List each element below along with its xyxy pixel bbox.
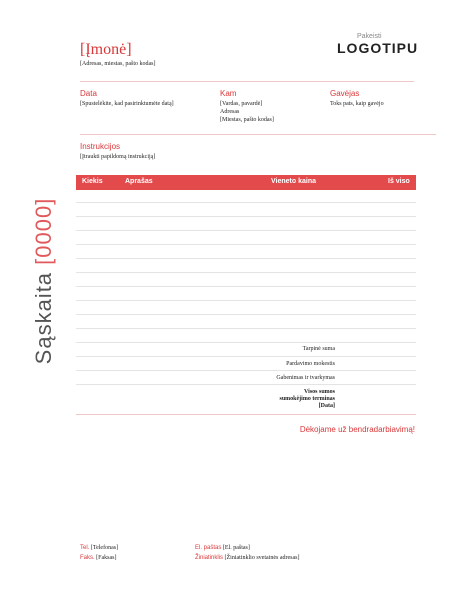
- table-row: [76, 286, 416, 287]
- fax-label: Faks.: [80, 555, 95, 561]
- sales-tax-label: Pardavimo mokestis: [286, 361, 335, 367]
- date-label: Data: [80, 89, 97, 98]
- table-row: [76, 370, 416, 371]
- footer-email: [195, 545, 250, 551]
- table-row: [76, 384, 416, 385]
- table-header: [76, 175, 416, 190]
- section-divider: [80, 134, 436, 135]
- table-row: [76, 328, 416, 329]
- thank-you-message: Dėkojame už bendradarbiavimą!: [299, 425, 415, 434]
- logo-placeholder[interactable]: LOGOTIPU: [337, 40, 419, 56]
- recipient-value[interactable]: Toks pats, kaip gavėjo: [330, 101, 384, 107]
- total-label: [215, 389, 335, 410]
- col-unit-price: Vieneto kaina: [271, 178, 317, 185]
- header-divider: [80, 81, 414, 82]
- table-row: [76, 300, 416, 301]
- col-quantity: Kiekis: [82, 178, 103, 185]
- footer-web: [195, 555, 300, 561]
- date-value[interactable]: [Spustelėkite, kad pasirinktumėte datą]: [80, 101, 174, 107]
- totals-divider: [76, 414, 416, 415]
- footer-tel: [80, 545, 118, 551]
- total-line-1: Visos sumos: [304, 389, 335, 395]
- to-name[interactable]: [Vardas, pavardė]: [220, 101, 263, 107]
- table-row: [76, 230, 416, 231]
- to-city[interactable]: [Miestas, pašto kodas]: [220, 117, 274, 123]
- footer-fax: [80, 555, 117, 561]
- to-label: Kam: [220, 89, 237, 98]
- shipping-label: Gabenimas ir tvarkymas: [276, 375, 335, 381]
- table-row: [76, 314, 416, 315]
- col-description: Aprašas: [125, 178, 153, 185]
- fax-value[interactable]: [Faksas]: [96, 555, 117, 561]
- table-row: [76, 258, 416, 259]
- web-label: Žiniatinklis: [195, 555, 224, 561]
- invoice-number[interactable]: [0000]: [31, 197, 56, 265]
- email-label: El. paštas: [195, 545, 222, 551]
- table-row: [76, 216, 416, 217]
- total-date[interactable]: [Data]: [318, 403, 335, 409]
- web-value[interactable]: [Žiniatinklio svetainės adresas]: [224, 555, 300, 561]
- tel-label: Tel.: [80, 545, 90, 551]
- table-row: [76, 202, 416, 203]
- subtotal-label: Tarpinė suma: [302, 346, 335, 352]
- col-total: Iš viso: [388, 178, 410, 185]
- tel-value[interactable]: [Telefonas]: [90, 545, 119, 551]
- email-value[interactable]: [El. paštas]: [222, 545, 250, 551]
- recipient-label: Gavėjas: [330, 89, 360, 98]
- instructions-label: Instrukcijos: [80, 142, 121, 151]
- company-name[interactable]: [Įmonė]: [80, 41, 132, 58]
- table-row: [76, 272, 416, 273]
- invoice-title: [31, 151, 57, 411]
- table-row: [76, 244, 416, 245]
- to-address[interactable]: Adresas: [220, 109, 240, 115]
- company-address[interactable]: [Adresas, miestas, pašto kodas]: [80, 61, 156, 67]
- total-line-2: sumokėjimo terminas: [279, 396, 335, 402]
- instructions-value[interactable]: [Įtraukti papildomą instrukciją]: [80, 154, 156, 160]
- table-row: [76, 356, 416, 357]
- logo-hint: Pakeisti: [357, 33, 382, 40]
- table-row: [76, 342, 416, 343]
- invoice-title-word: Sąskaita: [31, 271, 56, 365]
